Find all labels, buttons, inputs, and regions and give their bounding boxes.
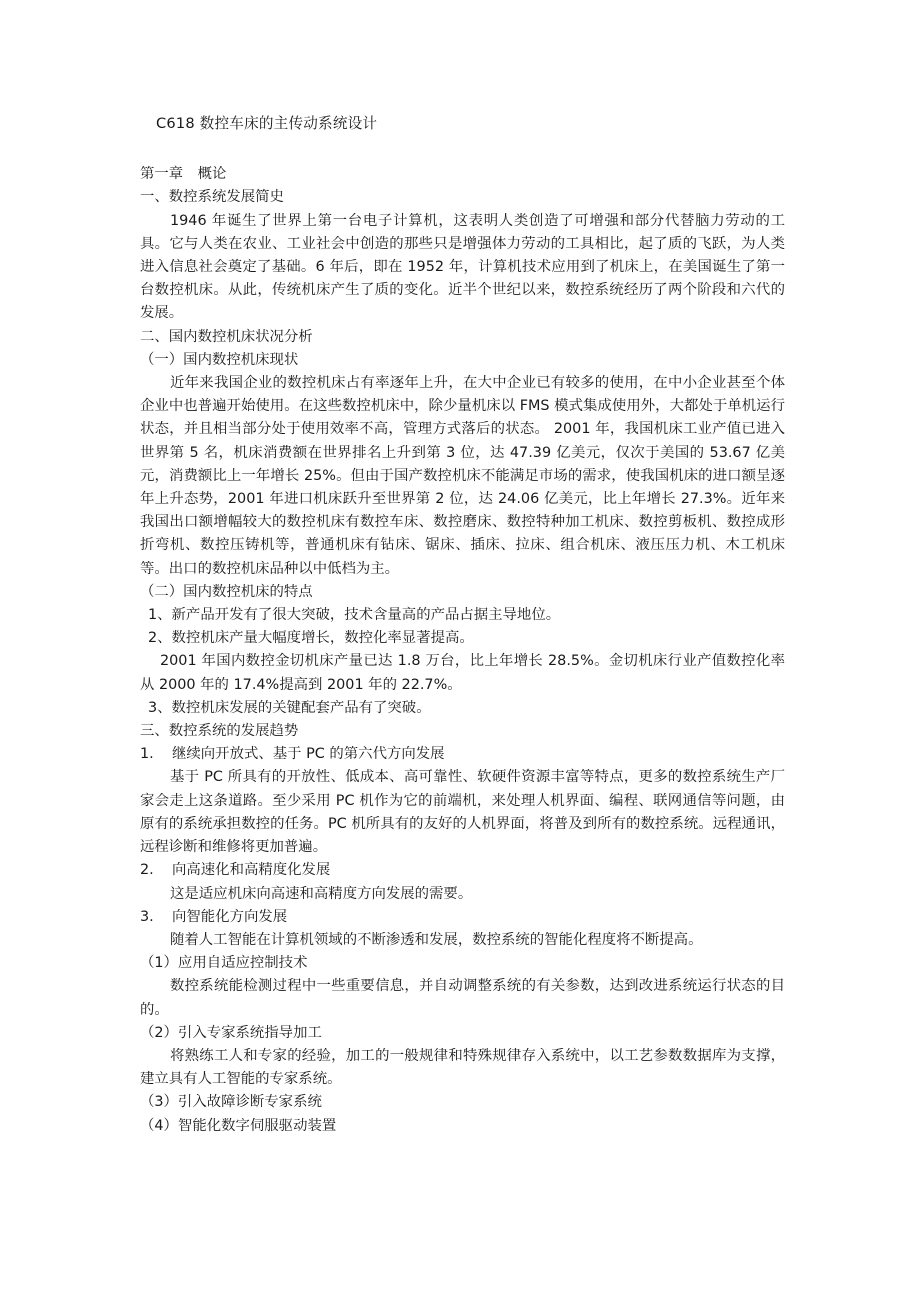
list-item: 3、数控机床发展的关键配套产品有了突破。	[148, 699, 431, 716]
paragraph: 随着人工智能在计算机领域的不断渗透和发展，数控系统的智能化程度将不断提高。	[170, 931, 703, 948]
trend-number: 2.	[140, 862, 154, 879]
list-item: 2、数控机床产量大幅度增长，数控化率显著提高。	[148, 630, 474, 647]
chapter-heading: 第一章 概论	[140, 166, 227, 183]
document-title: C618 数控车床的主传动系统设计	[156, 115, 378, 132]
list-item: 1、新产品开发有了很大突破，技术含量高的产品占据主导地位。	[148, 607, 561, 624]
section-heading: 二、国内数控机床状况分析	[140, 328, 313, 345]
trend-title: 继续向开放式、基于 PC 的第六代方向发展	[172, 746, 445, 763]
paragraph: 2001 年国内数控金切机床产量已达 1.8 万台，比上年增长 28.5%。金切机床行业产值数控化率 从 2000 年的 17.4%提高到 2001 年的 22.7%。	[140, 653, 785, 693]
subsection-heading: （二）国内数控机床的特点	[140, 583, 313, 600]
trend-title: 向智能化方向发展	[172, 908, 288, 925]
paragraph: 1946 年诞生了世界上第一台电子计算机，这表明人类创造了可增强和部分代替脑力劳动的工具。它与人类在农业、工业社会中创造的那些只是增强体力劳动的工具相比，起了质的飞跃，为人类进入信息社会奠定了基础。6 年后，即在 1952 年，计算机技术应用到了机床上，在美国诞生了第一台数控机床。从此，传统机床产生了质的变化。近半个世纪以来，数控系统经历了两个阶段和六代的发展。	[140, 212, 785, 322]
paragraph: 数控系统能检测过程中一些重要信息，并自动调整系统的有关参数，达到改进系统运行状态的目的。	[140, 978, 785, 1018]
trend-heading	[140, 906, 785, 929]
trend-heading	[140, 743, 785, 766]
trend-number: 3.	[140, 908, 154, 925]
trend-heading	[140, 859, 785, 882]
paragraph: 这是适应机床向高速和高精度方向发展的需要。	[170, 885, 473, 902]
subitem-heading: （1）应用自适应控制技术	[140, 955, 308, 972]
paragraph: 基于 PC 所具有的开放性、低成本、高可靠性、软硬件资源丰富等特点，更多的数控系统生产厂家会走上这条道路。至少采用 PC 机作为它的前端机，来处理人机界面、编程、联网通信等问题，由原有的系统承担数控的任务。PC 机所具有的友好的人机界面，将普及到所有的数控系统。远程通讯，远程诊断和维修将更加普遍。	[140, 769, 785, 856]
paragraph: 近年来我国企业的数控机床占有率逐年上升，在大中企业已有较多的使用，在中小企业甚至个体企业中也普遍开始使用。在这些数控机床中，除少量机床以 FMS 模式集成使用外，大都处于单机运行状态，并且相当部分处于使用效率不高，管理方式落后的状态。 2001 年，我国机床工业产值已进入世界第 5 名，机床消费额在世界排名上升到第 3 位，达 47.39 亿美元，仅次于美国的 53.67 亿美元，消费额比上一年增长 25%。但由于国产数控机床不能满足市场的需求，使我国机床的进口额呈逐年上升态势，2001 年进口机床跃升至世界第 2 位，达 24.06 亿美元，比上年增长 27.3%。近年来我国出口额增幅较大的数控机床有数控车床、数控磨床、数控特种加工机床、数控剪板机、数控成形折弯机、数控压铸机等，普通机床有钻床、锯床、插床、拉床、组合机床、液压压力机、木工机床等。出口的数控机床品种以中低档为主。	[140, 375, 785, 577]
trend-number: 1.	[140, 746, 154, 763]
subitem-heading: （3）引入故障诊断专家系统	[140, 1094, 322, 1111]
section-heading: 三、数控系统的发展趋势	[140, 723, 299, 740]
paragraph: 将熟练工人和专家的经验，加工的一般规律和特殊规律存入系统中，以工艺参数数据库为支撑，建立具有人工智能的专家系统。	[140, 1047, 785, 1088]
subitem-heading: （2）引入专家系统指导加工	[140, 1024, 322, 1041]
document-page	[140, 112, 785, 1138]
trend-title: 向高速化和高精度化发展	[172, 862, 331, 879]
subitem-heading: （4）智能化数字伺服驱动装置	[140, 1117, 337, 1134]
subsection-heading: （一）国内数控机床现状	[140, 351, 299, 368]
section-heading: 一、数控系统发展简史	[140, 189, 284, 206]
